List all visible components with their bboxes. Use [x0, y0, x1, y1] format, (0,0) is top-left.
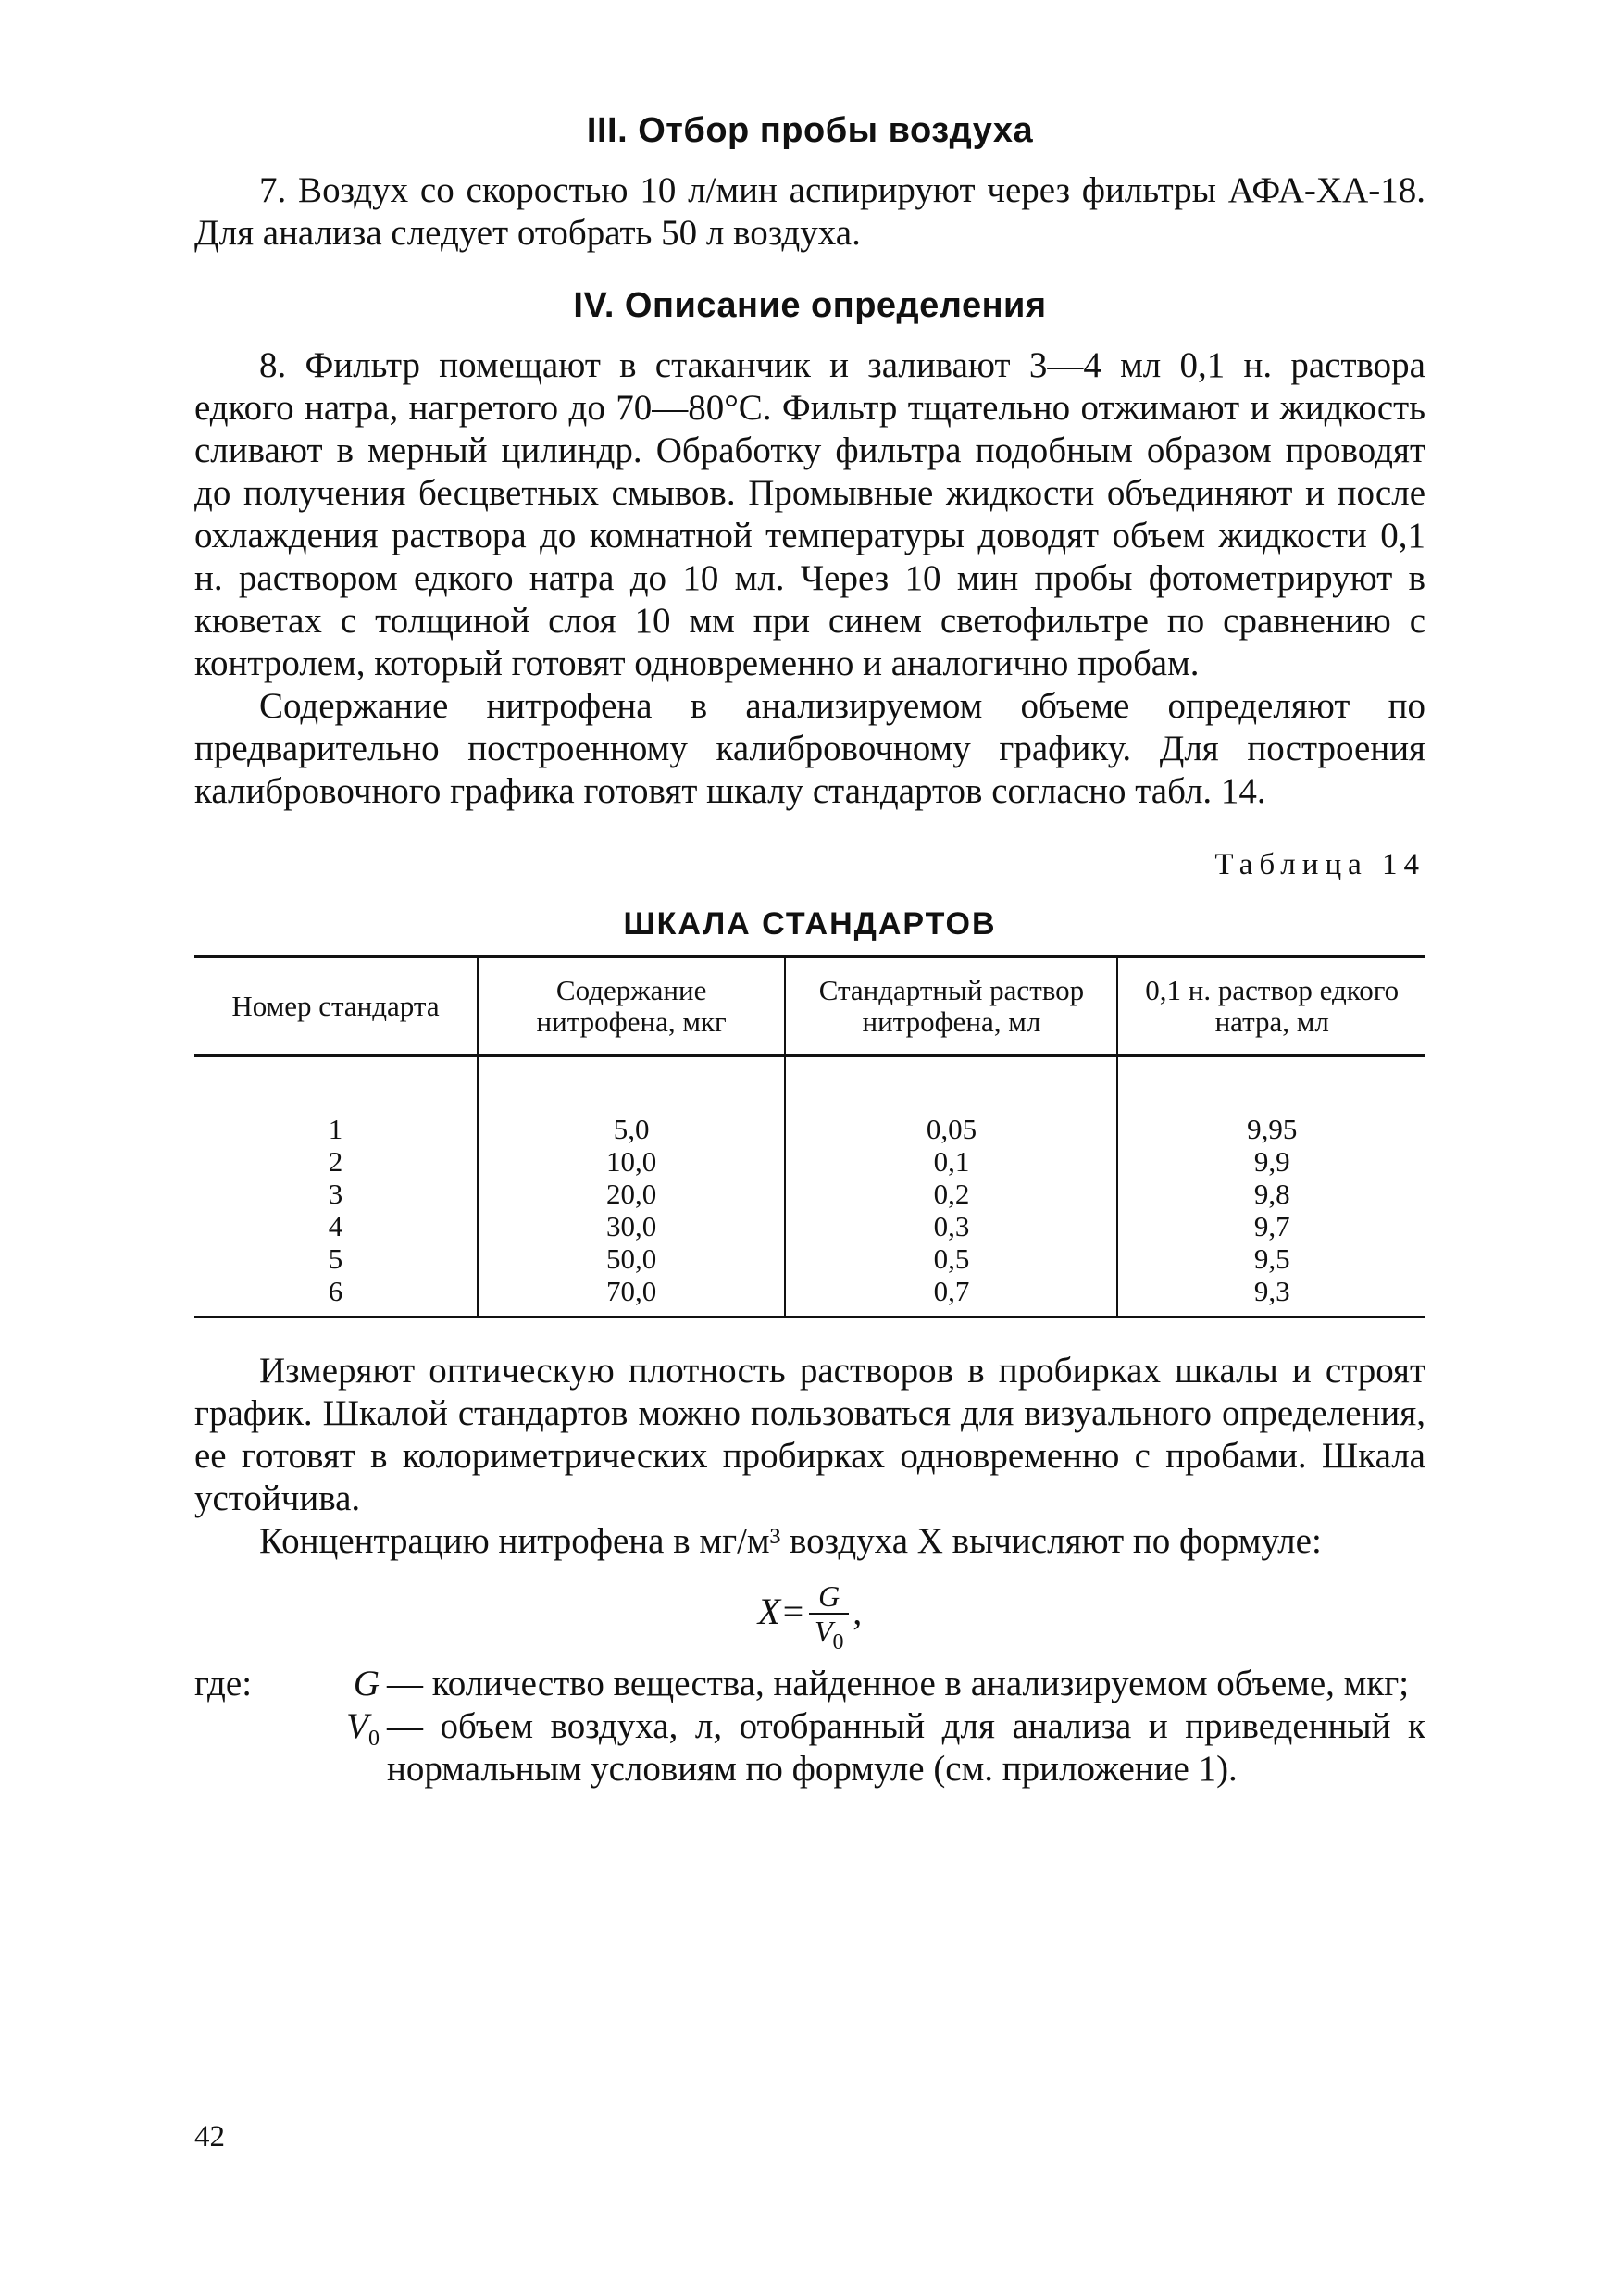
cell-naoh: 9,5 [1117, 1242, 1425, 1275]
cell-standard: 0,1 [785, 1145, 1117, 1178]
cell-standard: 0,3 [785, 1210, 1117, 1242]
cell-content: 5,0 [478, 1113, 786, 1145]
formula-numerator: G [809, 1579, 849, 1615]
col-header-content: Содержание нитрофена, мкг [478, 957, 786, 1056]
cell-number: 1 [328, 1113, 343, 1145]
col-header-standard-number: Номер стандарта [194, 957, 478, 1056]
table-header-row [194, 957, 1425, 1056]
table-row [194, 1178, 1425, 1210]
cell-naoh: 9,3 [1117, 1275, 1425, 1317]
formula-lhs: X= [757, 1591, 806, 1633]
formula-fraction [809, 1579, 849, 1652]
symbol-g: G [353, 1664, 380, 1703]
paragraph-9: Содержание нитрофена в анализируемом объеме определяют по предварительно построенному калибровочному графику. Для построения калибровочного графика готовят шкалу стандартов согласно табл. 14. [194, 686, 1425, 811]
table-row [194, 1275, 1425, 1317]
definition-g [194, 1663, 1425, 1705]
cell-standard: 0,05 [785, 1113, 1117, 1145]
cell-content: 10,0 [478, 1145, 786, 1178]
table-row [194, 1242, 1425, 1275]
cell-standard: 0,5 [785, 1242, 1117, 1275]
concentration-formula [194, 1579, 1425, 1652]
definitions-lead: где: [194, 1664, 253, 1703]
cell-content: 70,0 [478, 1275, 786, 1317]
cell-naoh: 9,8 [1117, 1178, 1425, 1210]
variable-definitions [194, 1663, 1425, 1791]
cell-content: 30,0 [478, 1210, 786, 1242]
table-row [194, 1210, 1425, 1242]
formula-denominator: $V_0$ [814, 1615, 844, 1654]
formula-tail: , [853, 1591, 863, 1633]
section-heading-4: IV. Описание определения [573, 286, 1047, 325]
table-number: Таблица 14 [1214, 848, 1425, 881]
col-header-naoh-solution: 0,1 н. раствор едкого натра, мл [1117, 957, 1425, 1056]
cell-standard: 0,2 [785, 1178, 1117, 1210]
cell-standard: 0,7 [785, 1275, 1117, 1317]
table-row [194, 1145, 1425, 1178]
cell-content: 20,0 [478, 1178, 786, 1210]
page-number: 42 [194, 2120, 225, 2153]
cell-number: 6 [328, 1275, 343, 1307]
paragraph-8: 8. Фильтр помещают в стаканчик и заливают 3—4 мл 0,1 н. раствора едкого натра, нагретого до 70—80°С. Фильтр тщательно отжимают и жидкость сливают в мерный цилиндр. Обработку фильтра подобным образом проводят до получения бесцветных смывов. Промывные жидкости объединяют и после охлаждения раствора до комнатной температуры доводят объем жидкости 0,1 н. раствором едкого натра до 10 мл. Через 10 мин пробы фотометрируют в кюветах с толщиной слоя 10 мм при синем светофильтре по сравнению с контролем, который готовят одновременно и аналогично пробам. [194, 345, 1425, 683]
paragraph-10: Измеряют оптическую плотность растворов в пробирках шкалы и строят график. Шкалой стандартов можно пользоваться для визуального определения, ее готовят в колориметрических пробирках одновременно с пробами. Шкала устойчива. [194, 1351, 1425, 1518]
cell-number: 2 [328, 1145, 343, 1178]
standards-table [194, 955, 1425, 1318]
paragraph-7: 7. Воздух со скоростью 10 л/мин аспирируют через фильтры АФА-ХА-18. Для анализа следует отобрать 50 л воздуха. [194, 170, 1425, 253]
table-row [194, 1113, 1425, 1145]
cell-naoh: 9,95 [1117, 1113, 1425, 1145]
cell-content: 50,0 [478, 1242, 786, 1275]
definition-v0-text: — объем воздуха, л, отобранный для анализа и приведенный к нормальным условиям по формуле (см. приложение 1). [387, 1706, 1425, 1789]
paragraph-11: Концентрацию нитрофена в мг/м³ воздуха X вычисляют по формуле: [259, 1521, 1322, 1561]
cell-naoh: 9,7 [1117, 1210, 1425, 1242]
table-title: ШКАЛА СТАНДАРТОВ [623, 906, 997, 942]
definition-v0 [194, 1705, 1425, 1791]
cell-naoh: 9,9 [1117, 1145, 1425, 1178]
cell-number: 3 [328, 1178, 343, 1210]
document-page [194, 111, 1425, 1791]
definition-g-text: — количество вещества, найденное в анализируемом объеме, мкг; [387, 1664, 1410, 1703]
col-header-standard-solution: Стандартный раствор нитрофена, мл [785, 957, 1117, 1056]
cell-number: 4 [328, 1210, 343, 1242]
section-heading-3: III. Отбор пробы воздуха [586, 111, 1034, 150]
cell-number: 5 [328, 1242, 343, 1275]
symbol-v0: $V_0$ [346, 1706, 380, 1751]
